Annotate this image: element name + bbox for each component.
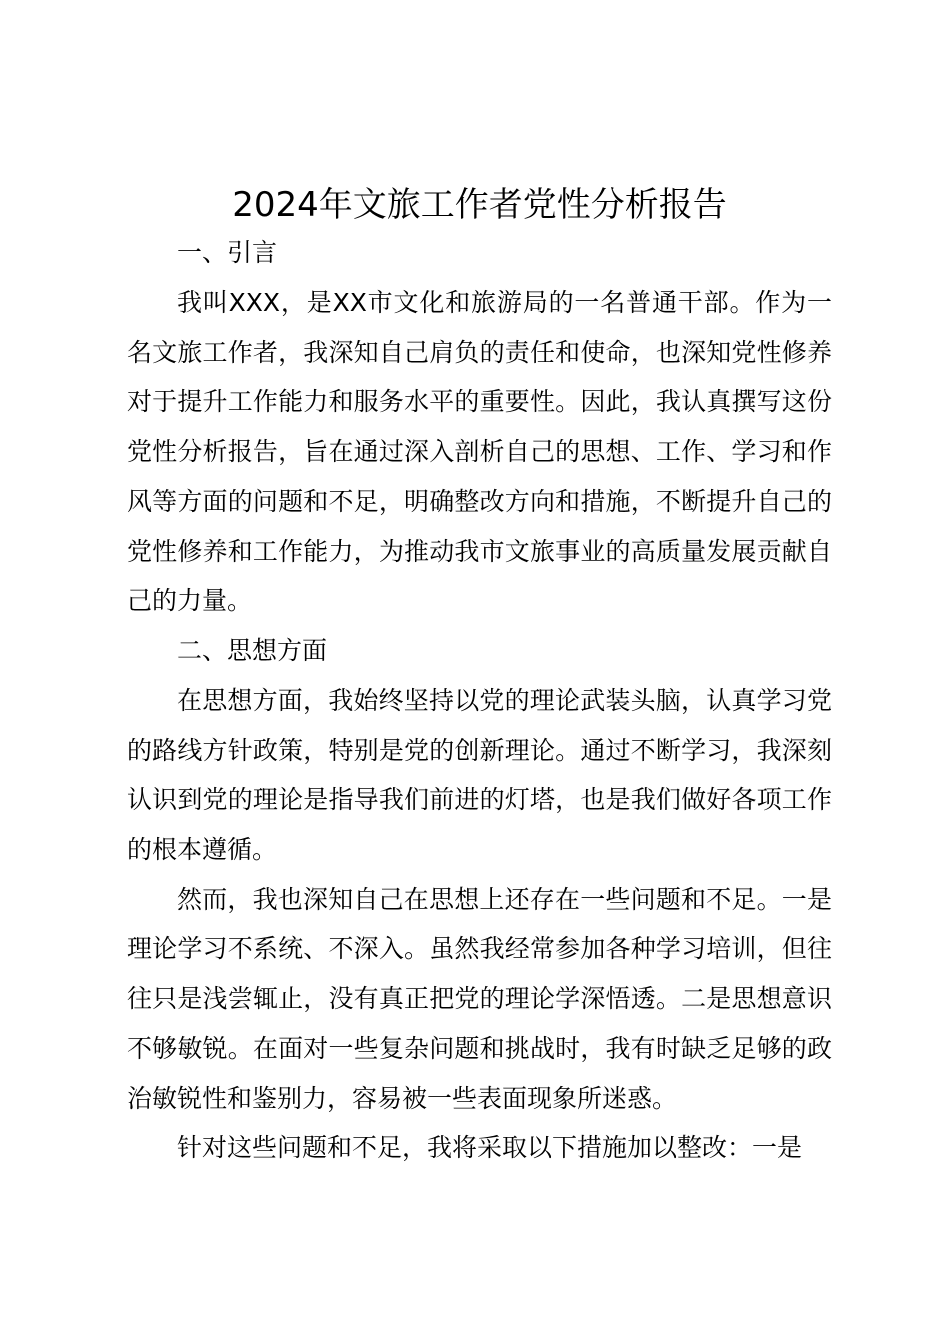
document-body xyxy=(127,182,832,1173)
paragraph: 然而，我也深知自己在思想上还存在一些问题和不足。一是理论学习不系统、不深入。虽然我经常参加各种学习培训，但往往只是浅尝辄止，没有真正把党的理论学深悟透。二是思想意识不够敏锐。在面对一些复杂问题和挑战时，我有时缺乏足够的政治敏锐性和鉴别力，容易被一些表面现象所迷惑。 xyxy=(127,884,832,1113)
paragraph: 我叫XXX，是XX市文化和旅游局的一名普通干部。作为一名文旅工作者，我深知自己肩负的责任和使命，也深知党性修养对于提升工作能力和服务水平的重要性。因此，我认真撰写这份党性分析报告，旨在通过深入剖析自己的思想、工作、学习和作风等方面的问题和不足，明确整改方向和措施，不断提升自己的党性修养和工作能力，为推动我市文旅事业的高质量发展贡献自己的力量。 xyxy=(127,288,832,616)
document-title: 2024年文旅工作者党性分析报告 xyxy=(232,185,727,225)
section-heading: 一、引言 xyxy=(177,238,278,267)
section-introduction xyxy=(127,228,832,626)
section-ideology xyxy=(127,626,832,1173)
section-heading: 二、思想方面 xyxy=(177,635,328,665)
paragraph: 针对这些问题和不足，我将采取以下措施加以整改：一是 xyxy=(177,1133,803,1163)
paragraph: 在思想方面，我始终坚持以党的理论武装头脑，认真学习党的路线方针政策，特别是党的创新理论。通过不断学习，我深刻认识到党的理论是指导我们前进的灯塔，也是我们做好各项工作的根本遵循。 xyxy=(127,685,832,865)
